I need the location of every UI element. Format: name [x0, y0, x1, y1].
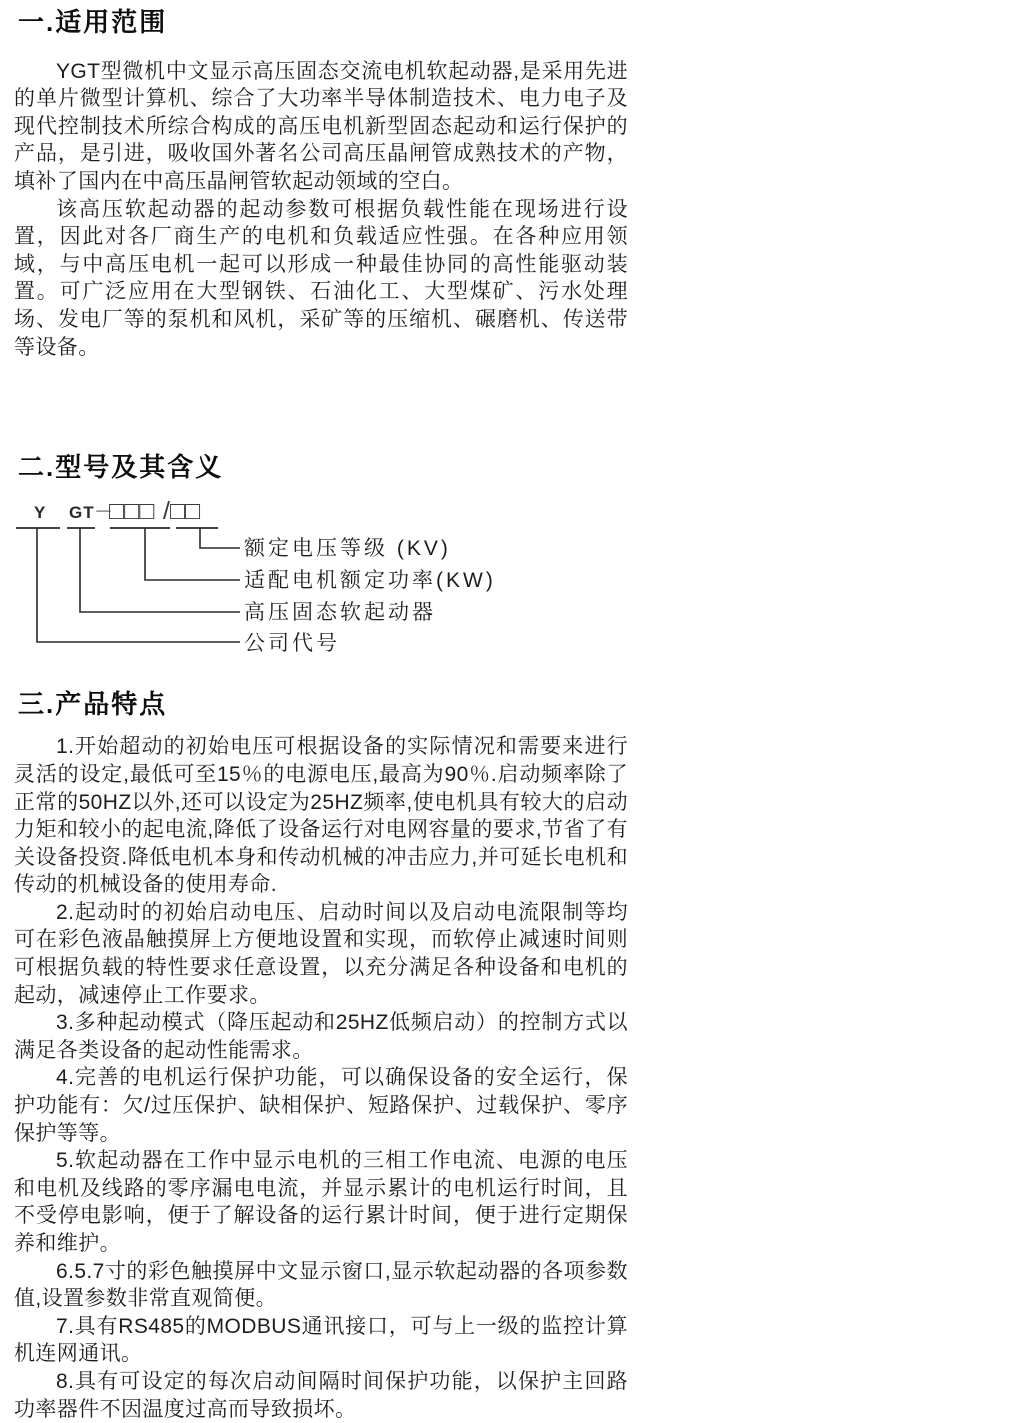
- section1-heading: 一.适用范围: [18, 7, 168, 37]
- model-power-boxes: □□□: [109, 496, 155, 525]
- feature-item-2: 2.起动时的初始启动电压、启动时间以及启动电流限制等均可在彩色液晶触摸屏上方便地设置和实现，而软停止减速时间则可根据负载的特性要求任意设置，以充分满足各种设备和电机的起动，减速停止工作要求。: [14, 900, 628, 1007]
- feature-item-3: 3.多种起动模式（降压起动和25HZ低频启动）的控制方式以满足各类设备的起动性能需求。: [14, 1011, 628, 1062]
- model-label-product-type: 高压固态软起动器: [244, 600, 436, 624]
- feature-item-1: 1.开始超动的初始电压可根据设备的实际情况和需要来进行灵活的设定,最低可至15％的电源电压,最高为90％.启动频率除了正常的50HZ以外,还可以设定为25HZ频率,使电机具有较大的启动力矩和较小的起电流,降低了设备运行对电网容量的要求,节省了有关设备投资.降低电机本身和传动机械的冲击应力,并可延长电机和传动的机械设备的使用寿命.: [14, 735, 628, 897]
- model-voltage-boxes: /□□: [163, 496, 201, 525]
- model-code-diagram: [14, 498, 654, 666]
- section2-heading: 二.型号及其含义: [18, 452, 224, 483]
- feature-item-7: 7.具有RS485的MODBUS通讯接口，可与上一级的监控计算机连网通讯。: [14, 1314, 628, 1366]
- model-company-code: Y: [34, 502, 47, 522]
- document-content: [14, 8, 636, 1423]
- model-label-company-code: 公司代号: [244, 631, 340, 655]
- section3-heading: 三.产品特点: [18, 688, 168, 719]
- feature-item-5: 5.软起动器在工作中显示电机的三相工作电流、电源的电压和电机及线路的零序漏电电流，并显示累计的电机运行时间，且不受停电影响，便于了解设备的运行累计时间，便于进行定期保养和维护。: [14, 1149, 628, 1255]
- section-model: [14, 453, 636, 666]
- scope-paragraph-1: YGT型微机中文显示高压固态交流电机软起动器,是采用先进的单片微型计算机、综合了大功率半导体制造技术、电力电子及现代控制技术所综合构成的高压电机新型固态起动和运行保护的产品，是引进，吸收国外著名公司高压晶闸管成熟技术的产物，填补了国内在中高压晶闸管软起动领域的空白。: [14, 59, 628, 193]
- model-label-voltage-class: 额定电压等级 (KV): [244, 536, 451, 560]
- scope-paragraph-2: 该高压软起动器的起动参数可根据负载性能在现场进行设置，因此对各厂商生产的电机和负载适应性强。在各种应用领域，与中高压电机一起可以形成一种最佳协同的高性能驱动装置。可广泛应用在大型钢铁、石油化工、大型煤矿、污水处理场、发电厂等的泵机和风机，采矿等的压缩机、碾磨机、传送带等设备。: [14, 197, 628, 359]
- model-label-motor-power: 适配电机额定功率(KW): [244, 568, 496, 592]
- feature-item-8: 8.具有可设定的每次启动间隔时间保护功能，以保护主回路功率器件不因温度过高而导致损坏。: [14, 1369, 628, 1421]
- section-features: [14, 690, 636, 1423]
- model-product-code: GT: [69, 502, 95, 522]
- section-scope: [14, 8, 636, 361]
- feature-item-4: 4.完善的电机运行保护功能，可以确保设备的安全运行，保护功能有：欠/过压保护、缺相保护、短路保护、过载保护、零序保护等等。: [14, 1066, 628, 1145]
- feature-item-6: 6.5.7寸的彩色触摸屏中文显示窗口,显示软起动器的各项参数值,设置参数非常直观简便。: [14, 1259, 628, 1311]
- model-dash: －: [94, 501, 115, 523]
